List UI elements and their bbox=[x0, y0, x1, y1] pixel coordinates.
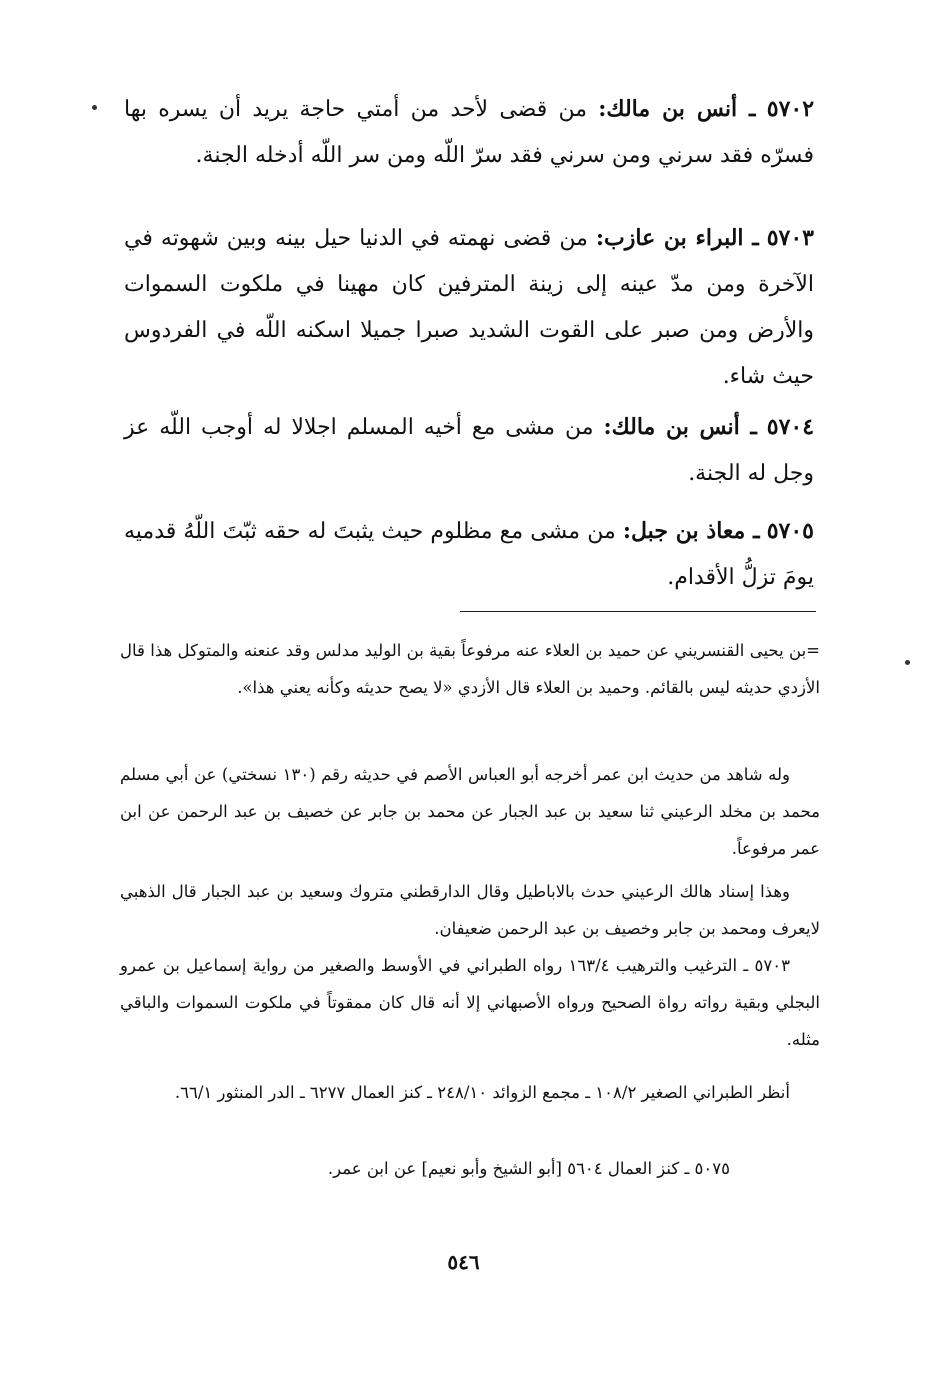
footnote-paragraph: ٥٠٧٥ ـ كنز العمال ٥٦٠٤ [أبو الشيخ وأبو نعيم] عن ابن عمر. bbox=[327, 1159, 730, 1178]
hadith-entry-5705: ٥٧٠٥ ـ معاذ بن جبل: من مشى مع مظلوم حيث يثبتَ له حقه ثبّتَ اللّهُ قدميه يومَ تزلُّ الأقدام. bbox=[124, 518, 814, 590]
narrator-name: أنس بن مالك bbox=[611, 414, 740, 440]
hadith-text: من مشى مع مظلوم حيث يثبتَ له حقه ثبّتَ اللّهُ قدميه يومَ تزلُّ الأقدام. bbox=[124, 519, 814, 590]
footnote-separator bbox=[460, 611, 816, 612]
hadith-text: من قضى لأحد من أمتي حاجة يريد أن يسره بها فسرّه فقد سرني ومن سرني فقد سرّ اللّه ومن سر اللّه أدخله الجنة. bbox=[124, 97, 814, 168]
footnote-paragraph: ٥٧٠٣ ـ الترغيب والترهيب ١٦٣/٤ رواه الطبراني في الأوسط والصغير من رواية إسماعيل بن عمرو البجلي وبقية رواته رواة الصحيح ورواه الأصبهاني إلا أنه قال كان ممقوتاً في ملكوت السموات والباقي مثله. bbox=[120, 956, 820, 1049]
hadith-number: ٥٧٠٥ bbox=[766, 518, 814, 544]
hadith-entry-5703: ٥٧٠٣ ـ البراء بن عازب: من قضى نهمته في الدنيا حيل بينه وبين شهوته في الآخرة ومن مدّ عينه إلى زينة المترفين كان مهينا في ملكوت السموات والأرض ومن صبر على القوت الشديد صبرا جميلا اسكنه اللّه في الفردوس حيث شاء. bbox=[124, 225, 814, 389]
narrator-name: معاذ بن جبل bbox=[631, 518, 746, 544]
hadith-number: ٥٧٠٤ bbox=[766, 414, 815, 440]
hadith-entry-5702: ٥٧٠٢ ـ أنس بن مالك: من قضى لأحد من أمتي حاجة يريد أن يسره بها فسرّه فقد سرني ومن سرني فقد سرّ اللّه ومن سر اللّه أدخله الجنة. bbox=[124, 96, 815, 168]
margin-mark bbox=[92, 105, 97, 110]
page-number-value: ٥٤٦ bbox=[447, 1250, 480, 1274]
page-number bbox=[0, 1250, 927, 1274]
footnote-paragraph: =بن يحيى القنسريني عن حميد بن العلاء عنه مرفوعاً بقية بن الوليد مدلس وقد عنعنه والمتوكل هذا قال الأزدي حديثه ليس بالقائم. وحميد بن العلاء قال الأزدي «لا يصح حديثه وكأنه يعني هذا». bbox=[120, 641, 820, 697]
hadith-entry-5704: ٥٧٠٤ ـ أنس بن مالك: من مشى مع أخيه المسلم اجلالا له أوجب اللّه عز وجل له الجنة. bbox=[124, 414, 815, 486]
hadith-number: ٥٧٠٢ bbox=[766, 96, 815, 122]
narrator-name: أنس بن مالك bbox=[606, 96, 738, 122]
hadith-text: من قضى نهمته في الدنيا حيل بينه وبين شهوته في الآخرة ومن مدّ عينه إلى زينة المترفين كان مهينا في ملكوت السموات والأرض ومن صبر على القوت الشديد صبرا جميلا اسكنه اللّه في الفردوس حيث شاء. bbox=[124, 226, 814, 389]
hadith-text: من مشى مع أخيه المسلم اجلالا له أوجب اللّه عز وجل له الجنة. bbox=[124, 415, 814, 486]
footnote-continuation bbox=[120, 632, 820, 706]
margin-mark bbox=[905, 660, 910, 665]
footnote-references bbox=[120, 1074, 820, 1111]
hadith-number: ٥٧٠٣ bbox=[766, 225, 814, 251]
footnote-isnad bbox=[120, 873, 820, 947]
footnote-paragraph: أنظر الطبراني الصغير ١٠٨/٢ ـ مجمع الزوائد ٢٤٨/١٠ ـ كنز العمال ٦٢٧٧ ـ الدر المنثور ٦٦/١. bbox=[174, 1083, 790, 1102]
footnote-5075 bbox=[120, 1150, 820, 1187]
footnote-5703 bbox=[120, 947, 820, 1058]
footnote-paragraph: وله شاهد من حديث ابن عمر أخرجه أبو العباس الأصم في حديثه رقم (١٣٠ نسختي) عن أبي مسلم محمد بن مخلد الرعيني ثنا سعيد بن عبد الجبار عن محمد بن جابر عن خصيف بن عبد الرحمن عن ابن عمر مرفوعاً. bbox=[120, 765, 820, 858]
narrator-name: البراء بن عازب bbox=[604, 225, 744, 251]
footnote-witness bbox=[120, 756, 820, 867]
footnote-paragraph: وهذا إسناد هالك الرعيني حدث بالاباطيل وقال الدارقطني متروك وسعيد بن عبد الجبار قال الذهبي لايعرف ومحمد بن جابر وخصيف بن عبد الرحمن ضعيفان. bbox=[120, 882, 820, 938]
